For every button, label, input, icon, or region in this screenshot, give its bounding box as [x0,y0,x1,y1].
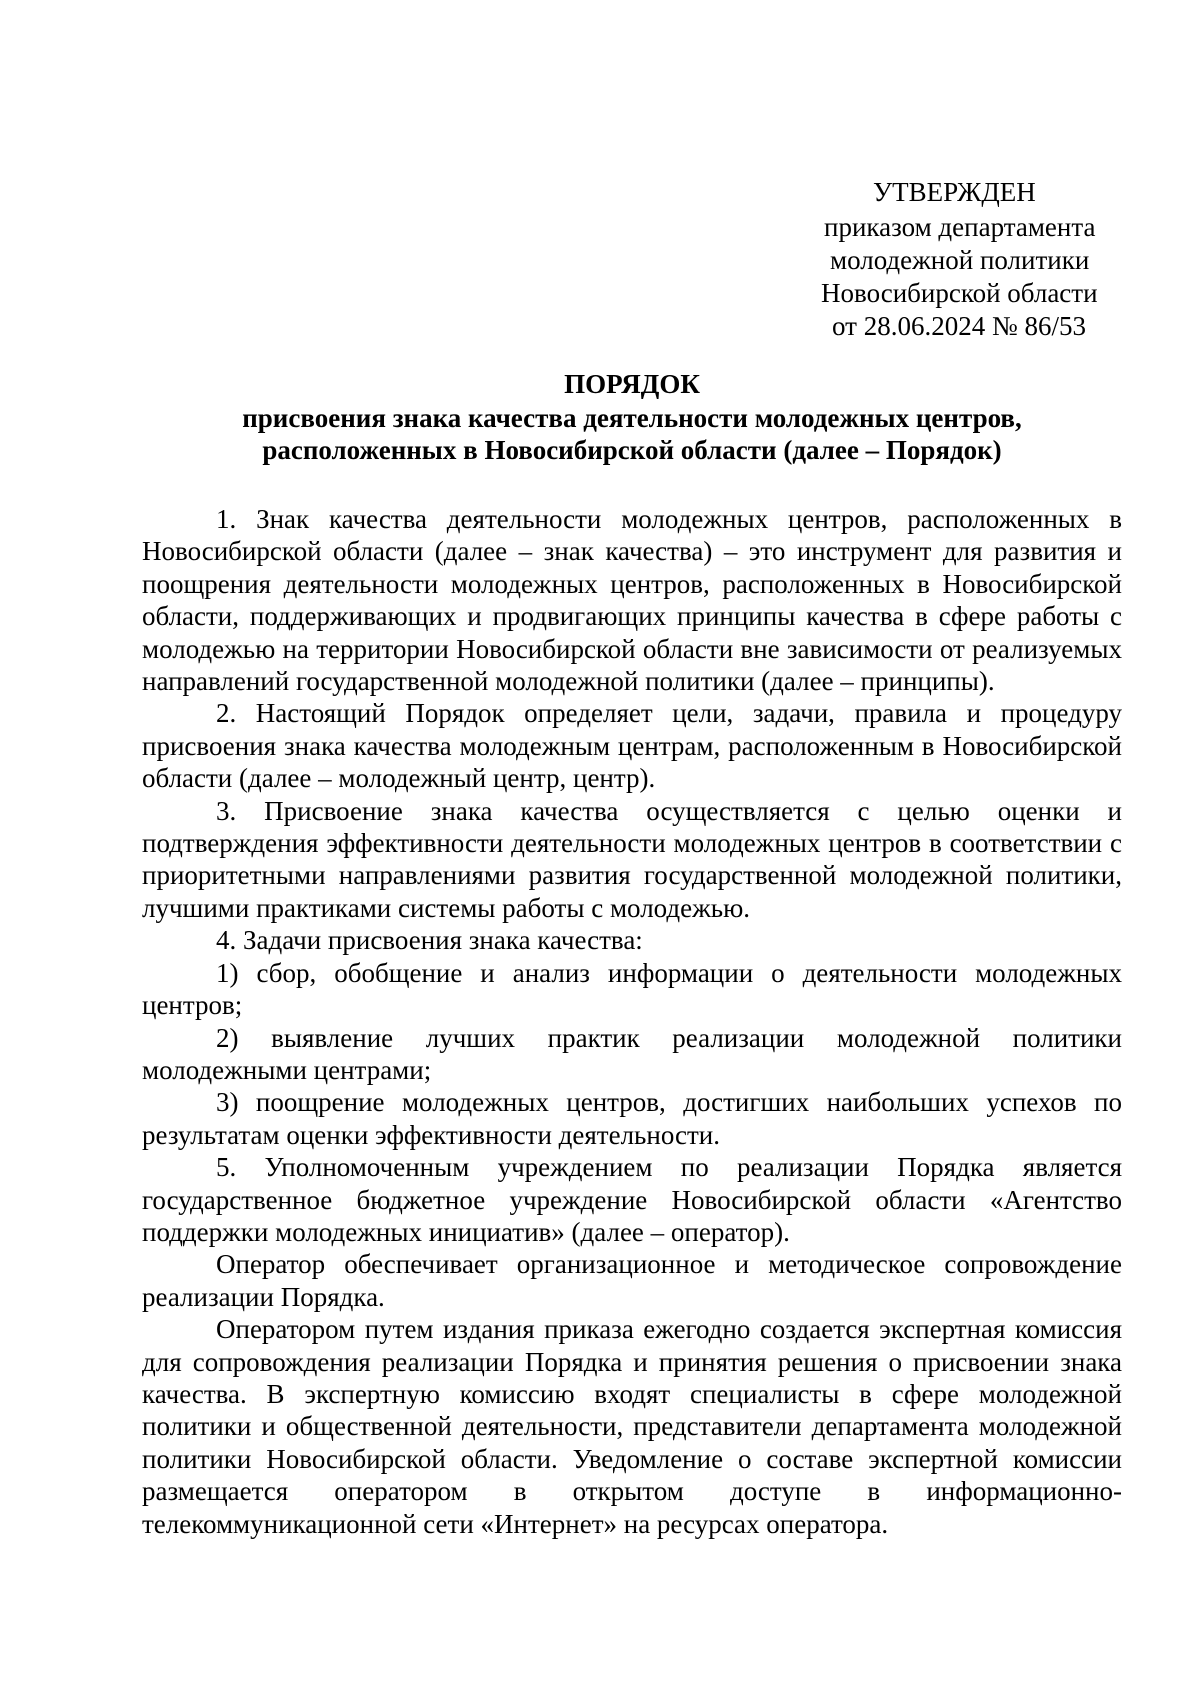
paragraph-5-operator-support: Оператор обеспечивает организационное и методическое сопровождение реализации Порядка. [142,1249,1122,1312]
approval-line-department: молодежной политики [830,245,1090,275]
approval-line-region: Новосибирской области [821,278,1098,308]
paragraph-3: 3. Присвоение знака качества осуществляется с целью оценки и подтверждения эффективности деятельности молодежных центров в соответствии с приоритетными направлениями развития государственной молодежной политики, лучшими практиками системы работы с молодежью. [142,795,1122,923]
paragraph-5: 5. Уполномоченным учреждением по реализации Порядка является государственное бюджетное учреждение Новосибирской области «Агентство поддержки молодежных инициатив» (далее – оператор). [142,1152,1122,1247]
approval-line-order: приказом департамента [824,212,1096,242]
paragraph-5-expert-commission: Оператором путем издания приказа ежегодно создается экспертная комиссия для сопровождения реализации Порядка и принятия решения о присвоении знака качества. В экспертную комиссию входят специалисты в сфере молодежной политики и общественной деятельности, представители департамента молодежной политики Новосибирской области. Уведомление о составе экспертной комиссии размещается оператором в открытом доступе в информационно-телекоммуникационной сети «Интернет» на ресурсах оператора. [142,1314,1122,1539]
paragraph-4: 4. Задачи присвоения знака качества: [216,925,643,956]
paragraph-4-item-3: 3) поощрение молодежных центров, достигших наибольших успехов по результатам оценки эффективности деятельности. [142,1087,1122,1150]
paragraph-2: 2. Настоящий Порядок определяет цели, задачи, правила и процедуру присвоения знака качества молодежным центрам, расположенным в Новосибирской области (далее – молодежный центр, центр). [142,698,1122,794]
approval-heading: УТВЕРЖДЕН [873,177,1036,207]
approval-stamp-block [790,176,1150,343]
document-body [142,503,1122,1540]
paragraph-4-item-1: 1) сбор, обобщение и анализ информации о деятельности молодежных центров; [142,957,1122,1021]
title-subtitle-line-1: присвоения знака качества деятельности молодежных центров, [242,403,1022,433]
title-main: ПОРЯДОК [564,369,700,399]
paragraph-4-item-2: 2) выявление лучших практик реализации молодежной политики молодежными центрами; [142,1022,1122,1085]
title-subtitle-line-2: расположенных в Новосибирской области (далее – Порядок) [262,435,1002,465]
approval-line-date-number: от 28.06.2024 № 86/53 [832,311,1086,341]
paragraph-1: 1. Знак качества деятельности молодежных центров, расположенных в Новосибирской области (далее – знак качества) – это инструмент для развития и поощрения деятельности молодежных центров, расположенных в Новосибирской области, поддерживающих и продвигающих принципы качества в сфере работы с молодежью на территории Новосибирской области вне зависимости от реализуемых направлений государственной молодежной политики (далее – принципы). [142,504,1122,697]
document-title [142,368,1122,466]
